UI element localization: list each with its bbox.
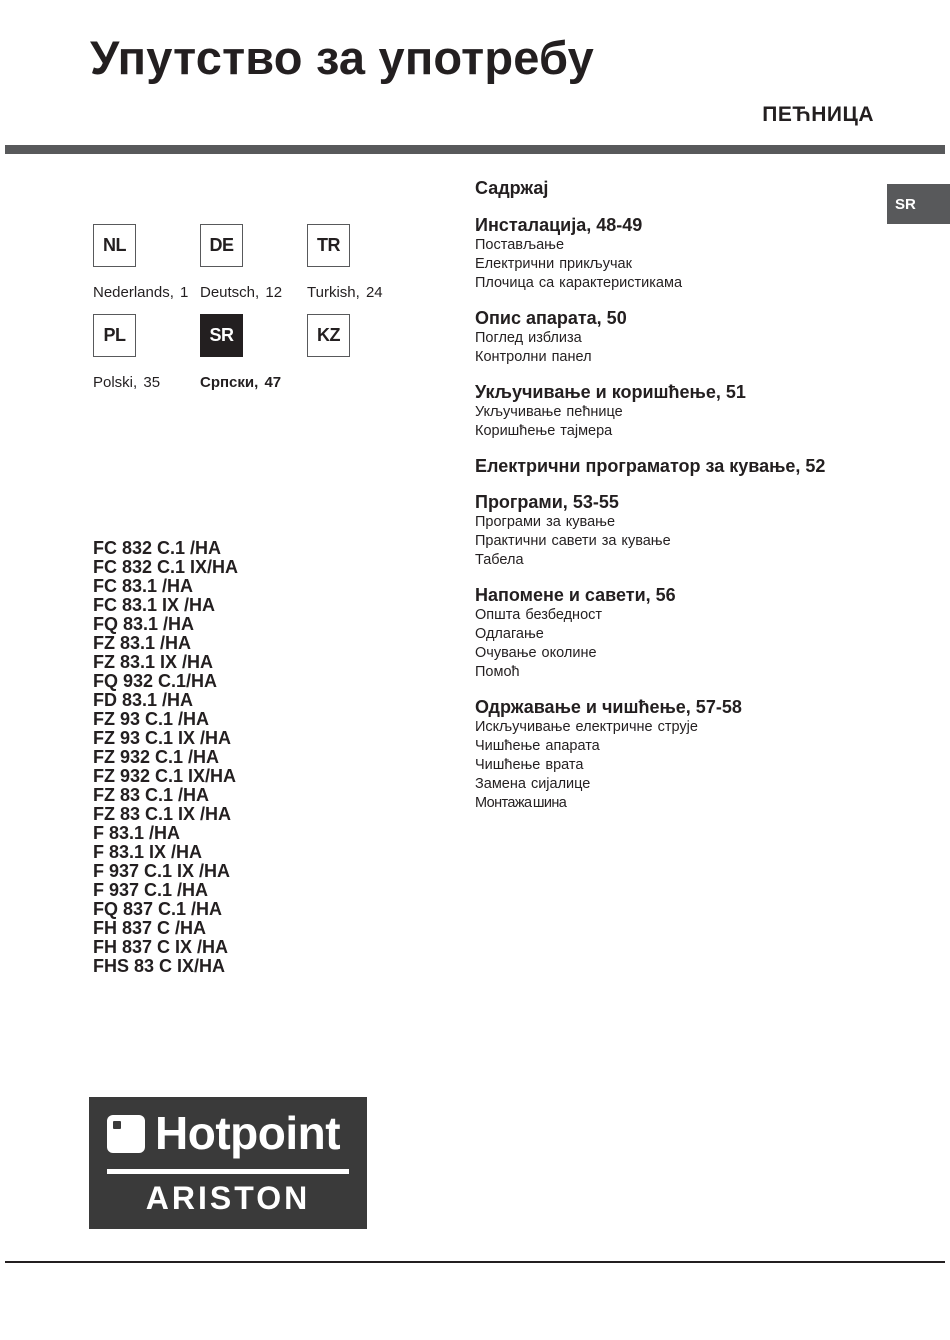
logo-wordmark-ariston: ARISTON <box>145 1180 311 1216</box>
toc-item[interactable]: Програми за кување <box>475 514 616 530</box>
model-item: FC 83.1 /HA <box>93 576 194 596</box>
toc-item[interactable]: Општа безбедност <box>475 607 603 623</box>
language-code-box: TR <box>307 224 350 267</box>
language-de[interactable] <box>200 224 310 301</box>
language-nl[interactable] <box>93 224 203 301</box>
logo-divider <box>107 1169 349 1174</box>
toc-item[interactable]: Замена сијалице <box>475 776 591 792</box>
toc-item[interactable]: Табела <box>475 552 524 568</box>
model-item: F 937 C.1 /HA <box>93 880 209 900</box>
document-subtitle: ПЕЋНИЦА <box>762 103 874 126</box>
model-item: FZ 83 C.1 /HA <box>93 785 210 805</box>
toc-item[interactable]: Искључивање електричне струје <box>475 719 698 735</box>
model-item: FD 83.1 /HA <box>93 690 194 710</box>
toc-item[interactable]: Очување околине <box>475 645 597 661</box>
toc-section-title[interactable]: Програми, 53-55 <box>475 492 619 512</box>
toc-section-precautions <box>475 584 875 682</box>
toc-item[interactable]: Чишћење апарата <box>475 738 600 754</box>
table-of-contents <box>475 178 875 827</box>
model-item: FZ 83.1 /HA <box>93 633 192 653</box>
model-item: FQ 932 C.1/HA <box>93 671 218 691</box>
toc-item[interactable]: Контролни панел <box>475 349 592 365</box>
current-language-tab: SR <box>887 184 950 224</box>
language-label: Turkish, 24 <box>307 284 383 301</box>
model-item: FZ 93 C.1 IX /HA <box>93 728 232 748</box>
model-item: FZ 93 C.1 /HA <box>93 709 210 729</box>
toc-section-installation <box>475 214 875 293</box>
toc-section-title[interactable]: Одржавање и чишћење, 57-58 <box>475 697 742 717</box>
footer-rule <box>5 1261 945 1263</box>
model-item: FHS 83 C IX/HA <box>93 956 226 976</box>
language-label: Polski, 35 <box>93 374 161 391</box>
model-item: FC 832 C.1 /HA <box>93 538 222 558</box>
toc-section-programmer <box>475 455 875 477</box>
brand-logo <box>89 1097 367 1229</box>
toc-item[interactable]: Практични савети за кување <box>475 533 671 549</box>
language-code-box: DE <box>200 224 243 267</box>
model-item: FZ 83.1 IX /HA <box>93 652 214 672</box>
model-list <box>93 539 238 976</box>
toc-section-title[interactable]: Укључивање и коришћење, 51 <box>475 382 746 402</box>
model-item: FC 83.1 IX /HA <box>93 595 216 615</box>
model-item: F 83.1 /HA <box>93 823 181 843</box>
toc-item[interactable]: Чишћење врата <box>475 757 584 773</box>
model-item: FQ 837 C.1 /HA <box>93 899 223 919</box>
toc-item[interactable]: Плочица са карактеристикама <box>475 275 683 291</box>
language-kz[interactable] <box>307 314 417 357</box>
model-item: F 83.1 IX /HA <box>93 842 203 862</box>
model-item: FZ 83 C.1 IX /HA <box>93 804 232 824</box>
toc-item[interactable]: Електрични прикључак <box>475 256 632 272</box>
language-label: Српски, 47 <box>200 374 282 391</box>
model-item: F 937 C.1 IX /HA <box>93 861 231 881</box>
toc-section-title[interactable]: Опис апарата, 50 <box>475 308 627 328</box>
toc-item[interactable]: Постављање <box>475 237 565 253</box>
document-title: Упутство за употребу <box>90 31 594 84</box>
language-label: Deutsch, 12 <box>200 284 283 301</box>
language-code-box: PL <box>93 314 136 357</box>
toc-section-title[interactable]: Инсталација, 48-49 <box>475 215 643 235</box>
toc-section-programmes <box>475 491 875 570</box>
language-code-box: SR <box>200 314 243 357</box>
model-item: FZ 932 C.1 /HA <box>93 747 220 767</box>
language-code-box: KZ <box>307 314 350 357</box>
model-item: FH 837 C IX /HA <box>93 937 229 957</box>
model-item: FC 832 C.1 IX/HA <box>93 557 239 577</box>
language-label: Nederlands, 1 <box>93 284 189 301</box>
toc-section-description <box>475 307 875 367</box>
language-pl[interactable] <box>93 314 203 391</box>
model-item: FQ 83.1 /HA <box>93 614 195 634</box>
toc-section-start-up <box>475 381 875 441</box>
toc-item[interactable]: Коришћење тајмера <box>475 423 613 439</box>
model-item: FZ 932 C.1 IX/HA <box>93 766 237 786</box>
toc-item[interactable]: Поглед изблиза <box>475 330 582 346</box>
logo-wordmark-hotpoint: Hotpoint <box>155 1107 341 1159</box>
toc-section-title[interactable]: Електрични програматор за кување, 52 <box>475 456 826 476</box>
toc-item[interactable]: Одлагање <box>475 626 544 642</box>
toc-section-maintenance <box>475 696 875 813</box>
language-sr[interactable] <box>200 314 310 391</box>
language-code-box: NL <box>93 224 136 267</box>
toc-heading: Садржај <box>475 178 549 198</box>
toc-item[interactable]: Монтажа шина <box>475 795 567 811</box>
toc-section-title[interactable]: Напомене и савети, 56 <box>475 585 676 605</box>
toc-item[interactable]: Укључивање пећнице <box>475 404 623 420</box>
toc-item[interactable]: Помоћ <box>475 664 520 680</box>
header-rule <box>5 145 945 154</box>
logo-mark-icon <box>107 1115 145 1153</box>
model-item: FH 837 C /HA <box>93 918 207 938</box>
language-tr[interactable] <box>307 224 417 301</box>
